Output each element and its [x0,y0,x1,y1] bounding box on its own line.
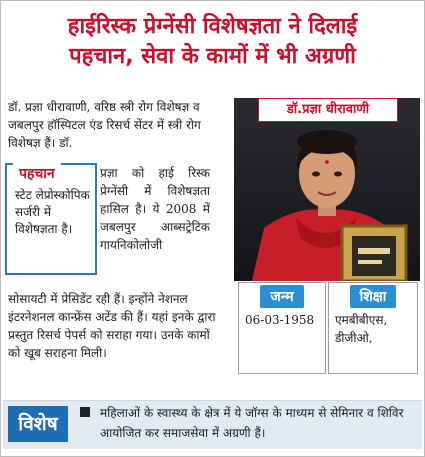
birth-date-box [238,282,326,374]
education-box [328,282,418,374]
square-bullet-icon [80,407,90,417]
article-paragraph-2: प्रज्ञा को हाई रिस्क प्रेग्नेंसी में विशेषज्ञता हासिल है। ये 2008 में जबलपुर आब्सट्रेटिक गायनिकोलोजी [100,166,210,252]
education-value: एमबीबीएस, डीजीओ, [335,313,388,345]
doctor-portrait-illustration [234,98,420,281]
special-note-text: महिलाओं के स्वास्थ्य के क्षेत्र में ये जॉग्स के माध्यम से सेमिनार व शिविर आयोजित कर समाजसेवा में अग्रणी हैं। [100,406,404,440]
sidebar-title: पहचान [13,163,61,184]
birth-title: जन्म [260,285,303,308]
photo-caption: डॉ.प्रज्ञा धीरावाणी [258,98,398,122]
article-paragraph-1: डॉ. प्रज्ञा धीरावाणी, वरिष्ठ स्त्री रोग विशेषज्ञ व जबलपुर हॉस्पिटल एंड रिसर्च सेंटर में स्त्री रोग विशेषज्ञ हैं। डॉ. [8,100,201,150]
headline-line-1: हाईरिस्क प्रेग्नेंसी विशेषज्ञता ने दिलाई [67,14,358,39]
special-tag: विशेष [8,406,68,442]
headline-line-2: पहचान, सेवा के कामों में भी अग्रणी [69,44,356,69]
identity-sidebar [5,163,97,275]
sidebar-text: स्टेट लेप्रोस्कोपिक सर्जरी में विशेषज्ञता है। [15,188,90,236]
headline [0,12,425,72]
education-title: शिक्षा [350,285,397,308]
article-paragraph-3: सोसायटी में प्रेसिडेंट रही हैं। इन्होंने नेशनल इंटरनेशनल कान्फ्रेंस अटेंड की हैं। यहां इनके द्वारा प्रस्तुत रिसर्च पेपर्स को सराहा गया। उनके कामों को खूब सराहना मिली। [8,292,216,360]
doctor-photo [234,98,420,281]
birth-date: 06-03-1958 [245,313,315,327]
